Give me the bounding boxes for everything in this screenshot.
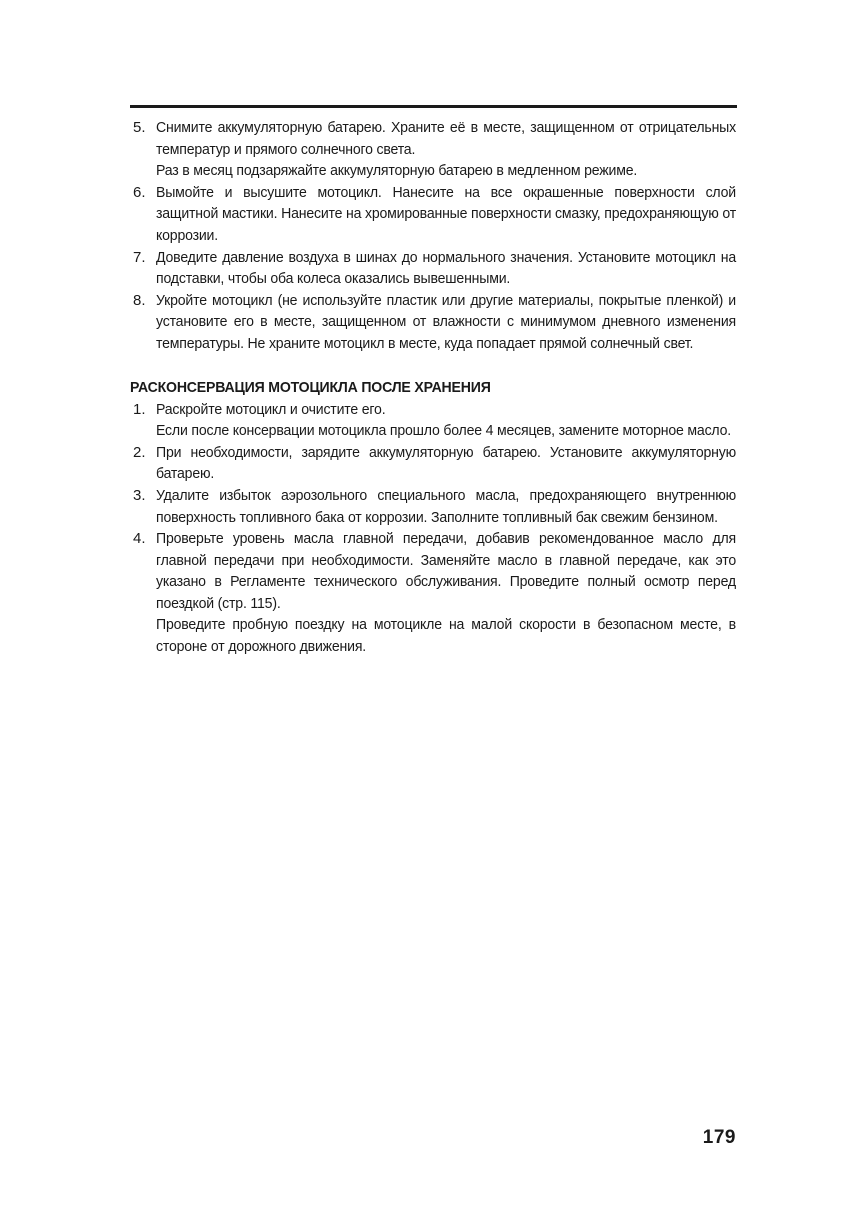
item-number: 5. <box>133 119 146 136</box>
section-heading: РАСКОНСЕРВАЦИЯ МОТОЦИКЛА ПОСЛЕ ХРАНЕНИЯ <box>130 378 491 396</box>
list-item <box>130 528 737 658</box>
list-item <box>130 442 737 485</box>
item-text: Проверьте уровень масла главной передачи, добавив рекомендованное масло для главной передачи при необходимости. Заменяйте масло в главной передаче, как это указано в Регламенте технического обслуживания. Проведите полный осмотр перед поездкой (стр. 115). <box>156 530 736 612</box>
item-text: Вымойте и высушите мотоцикл. Нанесите на все окрашенные поверхности слой защитной мастики. Нанесите на хромированные поверхности смазку, предохраняющую от коррозии. <box>156 183 736 244</box>
item-number: 4. <box>133 530 146 548</box>
page-number: 179 <box>702 1127 736 1148</box>
list-item <box>130 247 737 290</box>
list-item <box>130 290 737 355</box>
item-text: При необходимости, зарядите аккумуляторную батарею. Установите аккумуляторную батарею. <box>156 443 736 483</box>
page-content <box>130 117 737 658</box>
item-text: Если после консервации мотоцикла прошло более 4 месяцев, замените моторное масло. <box>156 422 732 440</box>
list-item <box>130 399 737 442</box>
item-text: Раскройте мотоцикл и очистите его. <box>156 400 386 418</box>
item-text: Раз в месяц подзаряжайте аккумуляторную батарею в медленном режиме. <box>156 162 638 180</box>
restoration-steps-list <box>130 399 737 658</box>
item-number: 1. <box>133 400 146 418</box>
item-number: 6. <box>133 183 146 201</box>
item-text: Снимите аккумуляторную батарею. Храните её в месте, защищенном от отрицательных температур и прямого солнечного света. <box>156 119 736 158</box>
top-rule <box>130 105 737 108</box>
storage-steps-list <box>130 117 737 355</box>
item-text: Укройте мотоцикл (не используйте пластик или другие материалы, покрытые пленкой) и установите его в месте, защищенном от влажности с минимумом дневного изменения температуры. Не храните мотоцикл в месте, куда попадает прямой солнечный свет. <box>156 291 736 352</box>
list-item <box>130 485 737 528</box>
item-text: Проведите пробную поездку на мотоцикле на малой скорости в безопасном месте, в стороне от дорожного движения. <box>156 616 736 656</box>
item-number: 7. <box>133 248 146 266</box>
item-number: 3. <box>133 486 146 504</box>
item-number: 8. <box>133 291 146 309</box>
item-number: 2. <box>133 443 146 461</box>
item-text: Удалите избыток аэрозольного специального масла, предохраняющего внутреннюю поверхность топливного бака от коррозии. Заполните топливный бак свежим бензином. <box>156 486 736 526</box>
list-item <box>130 182 737 247</box>
item-text: Доведите давление воздуха в шинах до нормального значения. Установите мотоцикл на подставки, чтобы оба колеса оказались вывешенными. <box>156 248 736 288</box>
list-item <box>130 117 737 182</box>
